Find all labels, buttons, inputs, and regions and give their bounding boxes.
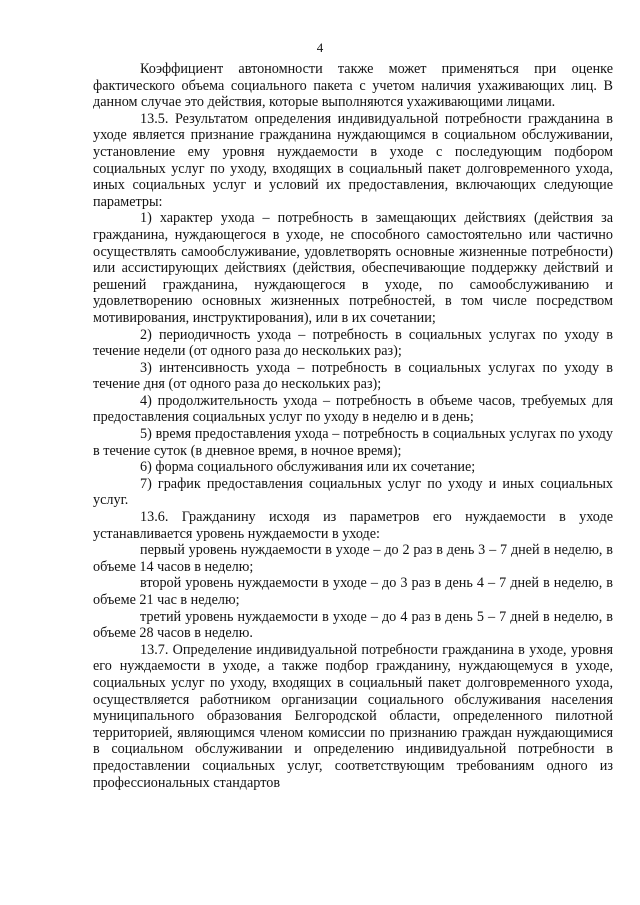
care-level-third: третий уровень нуждаемости в уходе – до 4 раз в день 5 – 7 дней в неделю, в объеме 28 часов в неделю. bbox=[93, 608, 613, 642]
list-item-care-intensity: 3) интенсивность ухода – потребность в социальных услугах по уходу в течение дня (от одного раза до нескольких раз); bbox=[93, 359, 613, 393]
body-text bbox=[93, 61, 613, 791]
care-level-second: второй уровень нуждаемости в уходе – до 3 раз в день 4 – 7 дней в неделю, в объеме 21 час в неделю; bbox=[93, 575, 613, 608]
paragraph-13-7: 13.7. Определение индивидуальной потребности гражданина в уходе, уровня его нуждаемости в уходе, а также подбор гражданину, нуждающемуся в уходе, социальных услуг по уходу, входящих в социальный пакет долговременного ухода, осуществляется работником организации социального обслуживания населения муниципального образования Белгородской области, определенного пилотной территорией, являющимся членом комиссии по признанию граждан нуждающимися в социальном обслуживании и определению индивидуальной потребности в предоставлении социальных услуг, соответствующим требованиям одного из профессиональных стандартов bbox=[93, 641, 613, 791]
list-item-care-duration: 4) продолжительность ухода – потребность в объеме часов, требуемых для предоставления социальных услуг по уходу в неделю и в день; bbox=[93, 392, 613, 426]
paragraph-autonomy-coefficient: Коэффициент автономности также может применяться при оценке фактического объема социального пакета с учетом наличия ухаживающих лиц. В данном случае это действия, которые выполняются ухаживающими лицами. bbox=[93, 61, 613, 111]
list-item-care-time: 5) время предоставления ухода – потребность в социальных услугах по уходу в течение суток (в дневное время, в ночное время); bbox=[93, 426, 613, 459]
list-item-care-periodicity: 2) периодичность ухода – потребность в социальных услугах по уходу в течение недели (от одного раза до нескольких раз); bbox=[93, 326, 613, 360]
list-item-service-form: 6) форма социального обслуживания или их сочетание; bbox=[140, 459, 476, 476]
list-item-care-nature: 1) характер ухода – потребность в замещающих действиях (действия за гражданина, нуждающегося в уходе, не способного самостоятельно или частично осуществлять самообслуживание, удовлетворять основные жизненные потребности) или ассистирующих действиях (действия, обеспечивающие поддержку действий и решений гражданина, нуждающегося в уходе, по самообслуживанию и удовлетворению основных жизненных потребностей, в том числе посредством мотивирования, инструктирования), или в их сочетании; bbox=[93, 210, 613, 326]
list-item-service-schedule: 7) график предоставления социальных услуг по уходу и иных социальных услуг. bbox=[93, 475, 613, 509]
page-number: 4 bbox=[316, 40, 324, 55]
paragraph-13-6: 13.6. Гражданину исходя из параметров его нуждаемости в уходе устанавливается уровень нуждаемости в уходе: bbox=[93, 509, 613, 542]
paragraph-13-5: 13.5. Результатом определения индивидуальной потребности гражданина в уходе является признание гражданина нуждающимся в социальном обслуживании, установление ему уровня нуждаемости в уходе с последующим подбором социальных услуг по уходу, входящих в социальный пакет долговременного ухода, иных социальных услуг и условий их предоставления, включающих следующие параметры: bbox=[93, 110, 613, 210]
care-level-first: первый уровень нуждаемости в уходе – до 2 раз в день 3 – 7 дней в неделю, в объеме 14 часов в неделю; bbox=[93, 542, 613, 575]
